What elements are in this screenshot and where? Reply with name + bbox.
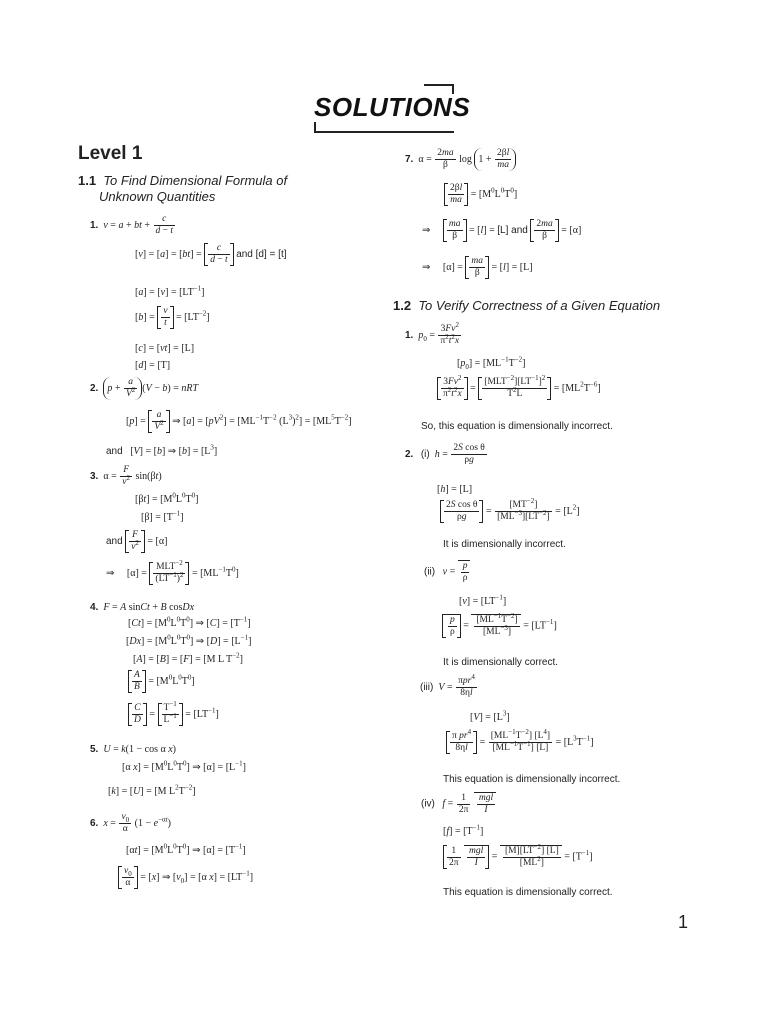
- q7-number: 7.: [405, 153, 414, 165]
- q6-equation: 6. x = $\frac{v_0}{\alpha}$ $(1 - e^{-\alpha t})$: [90, 812, 172, 834]
- r2iv-conclusion: This equation is dimensionally correct.: [443, 887, 613, 898]
- r1-number: 1.: [405, 329, 414, 341]
- q2-line3: and [V] = [b] ⇒ $[b] = [L^3]$: [106, 443, 218, 457]
- q2-equation: 2. p + $\frac{a}{V^2}$ (V − b) = nRT: [90, 377, 199, 399]
- q3-line3: $[\beta] = [T^{-1}]$: [141, 509, 184, 523]
- q2-line2: [p] = $\frac{a}{V^2}$ ⇒ $[a] = [pV^2] = [ML^{-1}T^{-2}$ $(L^3)^2] = [ML^5T^{-2}]$: [126, 410, 352, 432]
- q6-number: 6.: [90, 817, 99, 829]
- q7-line2: $\frac{2\beta l}{ma}$ = $[M^0L^0T^0]$: [444, 183, 517, 206]
- q1-line6: [d] = [T]: [135, 360, 171, 371]
- r2iv-line2: $[f] = [T^{-1}]$: [443, 823, 484, 837]
- r2iv-line3: $\frac{1}{2\pi}$ mgl I = $\frac{[M][LT^{-2}] [L]}{[ML^2]}$ = $[T^{-1}]$: [443, 845, 593, 869]
- q7-equation: 7. α = $\frac{2ma}{\beta}$ log 1 + $\frac{2\beta l}{ma}$: [405, 148, 516, 171]
- q2-number: 2.: [90, 382, 99, 394]
- q6-line3: $\frac{v_0}{\alpha}$ = [x] ⇒ $[v_0] = [\alpha$ $x] = [LT^{-1}]$: [118, 866, 253, 889]
- r2iii-line2: $[V] = [L^3]$: [470, 709, 510, 723]
- r2ii-line3: $\frac{p}{\rho}$ = $\frac{[ML^{-1}T^{-2}]}{[ML^{-3}]}$ = $[LT^{-1}]$: [442, 614, 557, 638]
- r2iv-equation: (iv) f = $\frac{1}{2\pi}$ mgl I: [421, 792, 496, 816]
- section-number: 1.1: [78, 173, 97, 188]
- title-rule-bottom: [314, 131, 454, 133]
- q4-line2: $[Ct] = [M^0L^0T^0]$ ⇒ $[C] = [T^{-1}]$: [128, 615, 251, 629]
- q1-line2: [v] = [a] = [bt] = $\frac{c}{d - t}$ and [d] = [t]: [135, 243, 287, 265]
- r2ii-line2: $[v] = [LT^{-1}]$: [459, 593, 507, 607]
- r2iii-equation: (iii) V = πpr$^4$ 8ηl: [420, 672, 475, 698]
- q3-equation: 3. α = $\frac{F}{v^2}$ sin(βt): [90, 465, 162, 487]
- r2ii-conclusion: It is dimensionally correct.: [443, 657, 559, 668]
- section-title-line1: To Find Dimensional Formula of: [103, 173, 288, 188]
- q5-number: 5.: [90, 744, 99, 755]
- q5-line2: [α $x] = [M^0L^0T^0]$ ⇒ $[\alpha] = [L^{-1}]$: [122, 759, 246, 773]
- r1-equation: 1. $p_0$ = $\frac{3Fv^2}{\pi^2t^2x}$: [405, 320, 460, 346]
- q5-equation: 5. U = k(1 − cos α x): [90, 744, 177, 755]
- section-heading-1-1: [78, 173, 287, 189]
- q4-line6: $\frac{C}{D}$ = $\frac{T^{-1}}{L^{-1}}$ = $[LT^{-1}]$: [128, 703, 219, 726]
- q1-equation: 1. v = a + bt + $\frac{c}{d - t}$: [90, 214, 173, 236]
- r2i-line2: [h] = [L]: [437, 484, 473, 495]
- section-number: 1.2: [393, 298, 412, 313]
- q3-line5: ⇒ [α] = $MLT^{-2}$ $(LT^{-1})^2$ = $[ML^{-1}T^0]$: [106, 558, 239, 584]
- q7-line4: ⇒ [α] = $\frac{ma}{\beta}$ = [l] = [L]: [422, 256, 533, 278]
- q3-note: and: [106, 535, 123, 547]
- q1-line4: [b] = $\frac{v}{t}$ = $[LT^{-2}]$: [135, 306, 210, 328]
- q1-line3: $[a] = [v] = [LT^{-1}]$: [135, 284, 205, 298]
- r1-conclusion: So, this equation is dimensionally incorrect.: [421, 421, 613, 432]
- q5-line3: [k] = [U] = [M $L^2T^{-2}$]: [108, 783, 196, 797]
- page-number: 1: [677, 912, 688, 932]
- q1-number: 1.: [90, 219, 99, 231]
- section-heading-1-2: [393, 298, 660, 314]
- q7-note: [L] and: [497, 224, 528, 236]
- r2-sub-label-i: (i): [420, 448, 430, 460]
- r2iii-line3: $\frac{\pi pr^4}{8\eta l}$ = $\frac{[ML^{-1}T^{-2}] [L^4]}{[ML^{-1}T^{-1}] [L]}$ = $[L^3T^{-1}]$: [446, 731, 594, 754]
- r2-number: 2.: [405, 448, 414, 460]
- r2i-conclusion: It is dimensionally incorrect.: [443, 539, 566, 550]
- q4-number: 4.: [90, 602, 99, 613]
- r2-equation: 2. (i) h = $\frac{\text{2S cos θ}}{\rho g}$: [405, 443, 485, 465]
- q3-line2: $[\beta t] = [M^0L^0T^0]$: [135, 491, 199, 505]
- q7-line3: ⇒ $\frac{ma}{\beta}$ = [l] = [L] and $\frac{2ma}{\beta}$ = [α]: [422, 219, 582, 241]
- r2iii-conclusion: This equation is dimensionally incorrect.: [443, 774, 621, 785]
- r2i-line3: $\frac{\text{2S cos θ}}{\rho g}$ = $\frac{[MT^{-2}]}{[ML^{-3}][LT^{-2}]}$ = $[L^2]$: [440, 500, 580, 523]
- q4-line5: $\frac{A}{B}$ = $[M^0L^0T^0]$: [128, 670, 195, 693]
- q1-line5: [c] = [vt] = [L]: [135, 343, 195, 354]
- r2-sub-label-iii: (iii): [420, 681, 434, 693]
- q6-line2: $[\alpha t] = [M^0L^0T^0]$ ⇒ $[\alpha] = [T^{-1}]$: [126, 842, 246, 856]
- q4-line3: $[Dx] = [M^0L^0T^0]$ ⇒ $[D] = [L^{-1}]$: [126, 633, 252, 647]
- level-heading: Level 1: [78, 143, 143, 164]
- q3-line4: and $\frac{F}{v^2}$ = [α]: [106, 530, 168, 552]
- q3-number: 3.: [90, 470, 99, 482]
- section-heading-1-1-line2: Unknown Quantities: [99, 189, 216, 204]
- q1-note: and [d] = [t]: [236, 248, 287, 260]
- page-title: SOLUTIONS: [314, 92, 471, 122]
- r2ii-equation: (ii) v = $\frac{p}{\rho}$: [424, 560, 470, 584]
- r2-sub-label-ii: (ii): [424, 566, 436, 578]
- q2-note: and: [106, 446, 123, 457]
- q4-equation: 4. F = A sinCt + B cosDx: [90, 602, 195, 613]
- r2-sub-label-iv: (iv): [421, 798, 435, 810]
- r1-line3: $\frac{3Fv^2}{\pi^2t^2x}$ = $[MLT^{-2}][LT^{-1}]^2$ $T^2L$ = $[ML^2T^{-6}]$: [437, 377, 601, 400]
- title-rule-top: [424, 84, 454, 86]
- r1-line2: $[p_0] = [ML^{-1}T^{-2}]$: [457, 355, 526, 371]
- q4-line4: [A] = [B] = [F] = [M L $T^{-2}$]: [133, 651, 243, 665]
- section-title: To Verify Correctness of a Given Equation: [418, 298, 661, 313]
